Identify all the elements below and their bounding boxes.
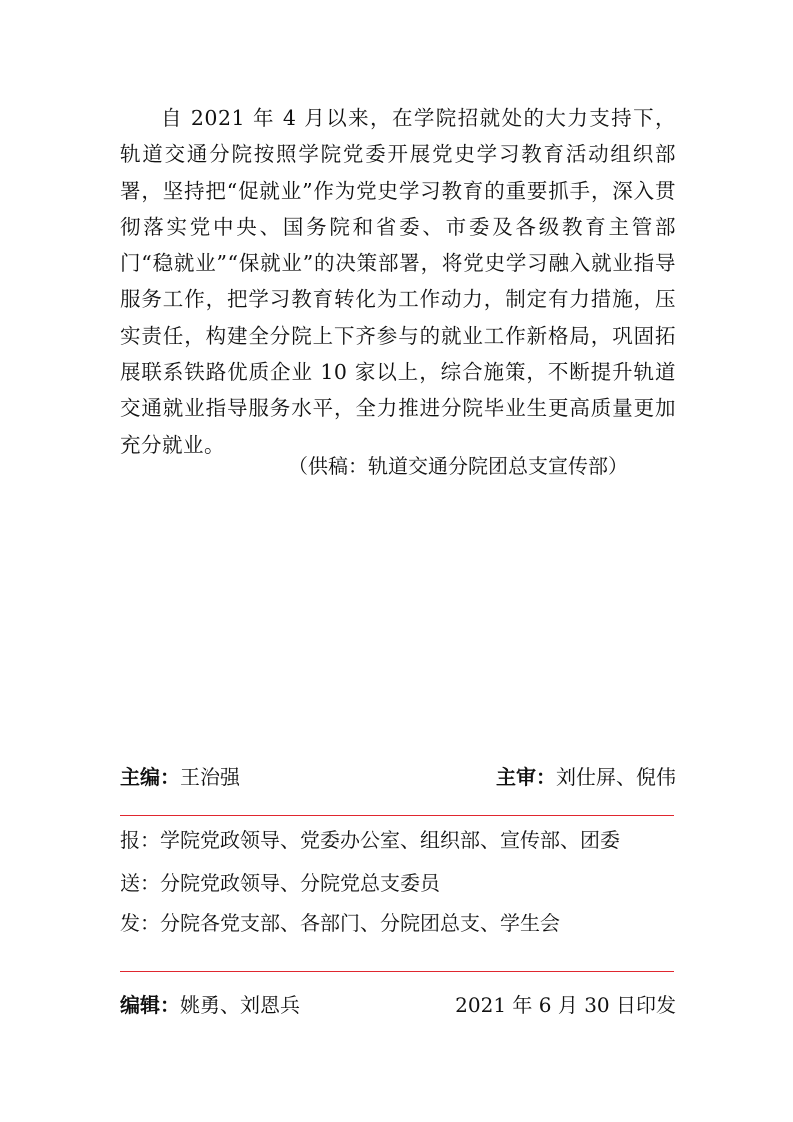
article-body: 自 2021 年 4 月以来，在学院招就处的大力支持下，轨道交通分院按照学院党委开展党史学习教育活动组织部署，坚持把“促就业”作为党史学习教育的重要抓手，深入贯彻落实党中央、国务院和省委、市委及各级教育主管部门“稳就业”“保就业”的决策部署，将党史学习融入就业指导服务工作，把学习教育转化为工作动力，制定有力措施，压实责任，构建全分院上下齐参与的就业工作新格局，巩固拓展联系铁路优质企业 10 家以上，综合施策，不断提升轨道交通就业指导服务水平，全力推进分院毕业生更高质量更加充分就业。 (120, 106, 676, 457)
distribute-to-line: 发：分院各党支部、各部门、分院团总支、学生会 (120, 911, 560, 935)
chief-reviewer-names: 刘仕屏、倪伟 (556, 765, 676, 789)
compiler-label: 编辑： (120, 993, 180, 1017)
compiler-names: 姚勇、刘恩兵 (180, 993, 300, 1017)
chief-editor-name: 王治强 (180, 765, 240, 789)
compiler-row (120, 990, 676, 1020)
article-credit: （供稿：轨道交通分院团总支宣传部） (288, 454, 628, 478)
report-to-line: 报：学院党政领导、党委办公室、组织部、宣传部、团委 (120, 828, 620, 852)
bottom-divider (120, 971, 674, 972)
issue-date: 2021 年 6 月 30 日印发 (455, 993, 676, 1017)
top-divider (120, 815, 674, 816)
compiler (120, 990, 300, 1020)
editor-row (120, 762, 676, 792)
chief-editor (120, 762, 240, 792)
chief-editor-label: 主编： (120, 765, 180, 789)
send-to-line: 送：分院党政领导、分院党总支委员 (120, 871, 440, 895)
chief-reviewer (496, 762, 676, 792)
chief-reviewer-label: 主审： (496, 765, 556, 789)
